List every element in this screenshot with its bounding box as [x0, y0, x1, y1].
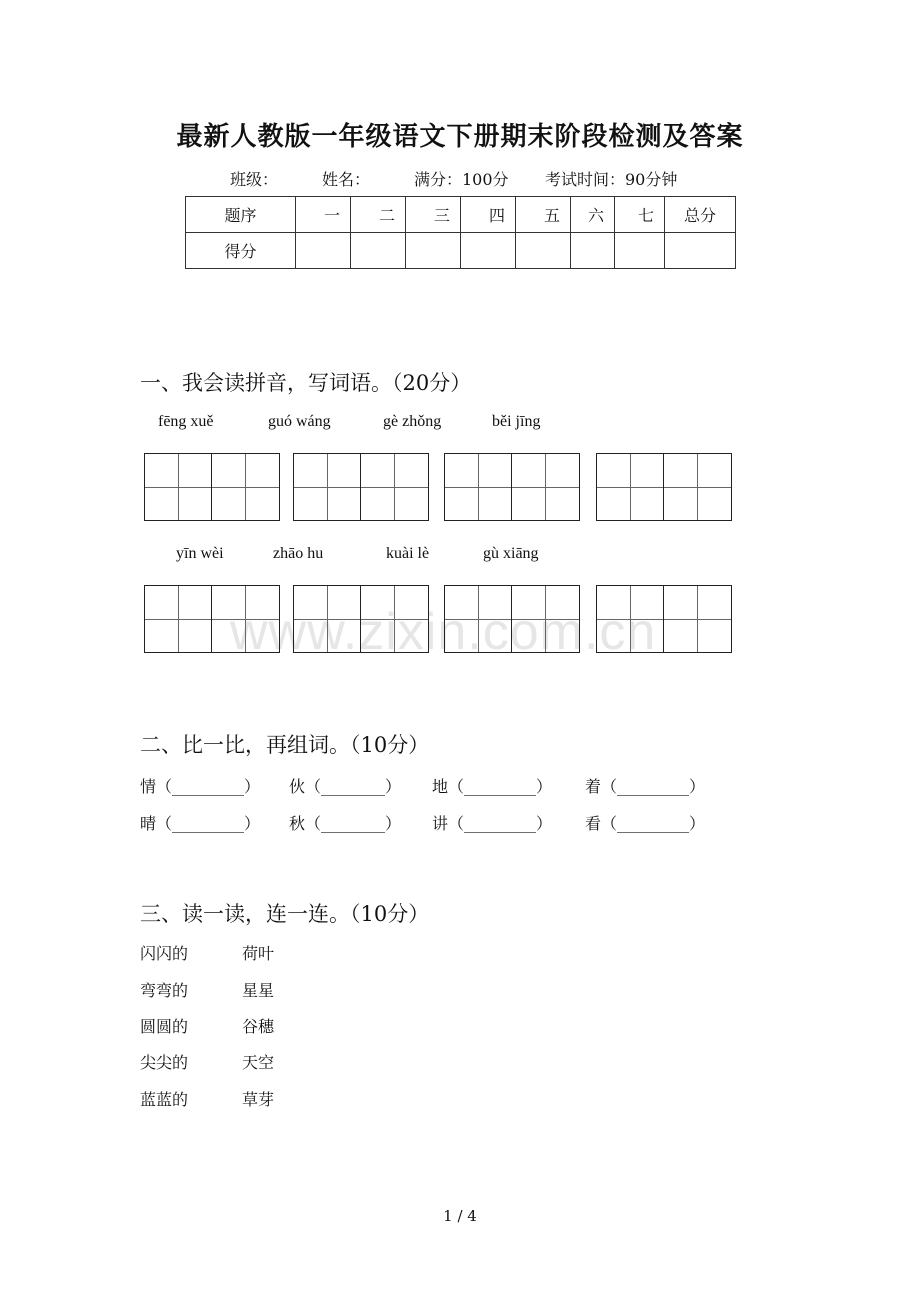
- match-left-item[interactable]: 蓝蓝的: [140, 1090, 189, 1109]
- score-cell[interactable]: [615, 233, 665, 269]
- score-table-col: 四: [461, 197, 516, 233]
- name-label: 姓名：: [322, 170, 371, 189]
- pinyin-label: gù xiāng: [483, 545, 539, 562]
- writing-grid[interactable]: [444, 585, 580, 653]
- score-cell[interactable]: [665, 233, 736, 269]
- score-cell[interactable]: [516, 233, 571, 269]
- score-cell[interactable]: [406, 233, 461, 269]
- match-right-item[interactable]: 草芽: [242, 1090, 275, 1109]
- pinyin-label: kuài lè: [386, 545, 430, 562]
- score-table-col: 二: [351, 197, 406, 233]
- writing-grid[interactable]: [293, 585, 429, 653]
- compare-item[interactable]: 秋（________）: [289, 814, 402, 833]
- compare-item[interactable]: 伙（________）: [289, 777, 402, 796]
- compare-item[interactable]: 情（_________）: [140, 777, 261, 796]
- match-right-item[interactable]: 谷穗: [242, 1017, 275, 1036]
- pinyin-label: gè zhǒng: [383, 413, 442, 430]
- full-score: 满分：100分: [414, 170, 509, 189]
- pinyin-label: yīn wèi: [176, 545, 224, 562]
- compare-item[interactable]: 晴（_________）: [140, 814, 261, 833]
- match-left-item[interactable]: 闪闪的: [140, 944, 189, 963]
- score-table-row-label: 得分: [186, 233, 296, 269]
- writing-grid[interactable]: [596, 453, 732, 521]
- pinyin-label: guó wáng: [268, 413, 331, 430]
- class-label: 班级：: [230, 170, 279, 189]
- compare-item[interactable]: 讲（_________）: [432, 814, 553, 833]
- match-left-item[interactable]: 尖尖的: [140, 1053, 189, 1072]
- score-cell[interactable]: [461, 233, 516, 269]
- match-right-item[interactable]: 天空: [242, 1053, 275, 1072]
- score-table-score-row: [186, 233, 736, 269]
- writing-grid[interactable]: [144, 453, 280, 521]
- match-right-item[interactable]: 荷叶: [242, 944, 275, 963]
- section3-heading: 三、读一读，连一连。（10分）: [140, 902, 430, 926]
- page-title: 最新人教版一年级语文下册期末阶段检测及答案: [176, 122, 744, 152]
- writing-grid[interactable]: [596, 585, 732, 653]
- score-table: [185, 196, 736, 269]
- match-left-item[interactable]: 圆圆的: [140, 1017, 189, 1036]
- score-cell[interactable]: [351, 233, 406, 269]
- score-table-row-label: 题序: [186, 197, 296, 233]
- writing-grid[interactable]: [444, 453, 580, 521]
- compare-item[interactable]: 看（_________）: [585, 814, 706, 833]
- score-cell[interactable]: [296, 233, 351, 269]
- score-table-col: 一: [296, 197, 351, 233]
- match-right-item[interactable]: 星星: [242, 981, 275, 1000]
- section2-heading: 二、比一比，再组词。（10分）: [140, 733, 430, 757]
- exam-time: 考试时间：90分钟: [545, 170, 678, 189]
- section1-heading: 一、我会读拼音，写词语。（20分）: [140, 371, 472, 395]
- compare-item[interactable]: 着（_________）: [585, 777, 706, 796]
- watermark: www.zixin.com.cn: [230, 603, 657, 661]
- score-table-header-row: [186, 197, 736, 233]
- match-left-item[interactable]: 弯弯的: [140, 981, 189, 1000]
- pinyin-label: fēng xuě: [158, 413, 214, 430]
- compare-item[interactable]: 地（_________）: [432, 777, 553, 796]
- score-cell[interactable]: [571, 233, 615, 269]
- score-table-col: 六: [571, 197, 615, 233]
- score-table-total: 总分: [665, 197, 736, 233]
- page-number: 1 / 4: [443, 1207, 477, 1225]
- writing-grid[interactable]: [293, 453, 429, 521]
- writing-grid[interactable]: [144, 585, 280, 653]
- pinyin-label: běi jīng: [492, 413, 541, 430]
- pinyin-label: zhāo hu: [273, 545, 324, 562]
- score-table-col: 三: [406, 197, 461, 233]
- score-table-col: 七: [615, 197, 665, 233]
- score-table-col: 五: [516, 197, 571, 233]
